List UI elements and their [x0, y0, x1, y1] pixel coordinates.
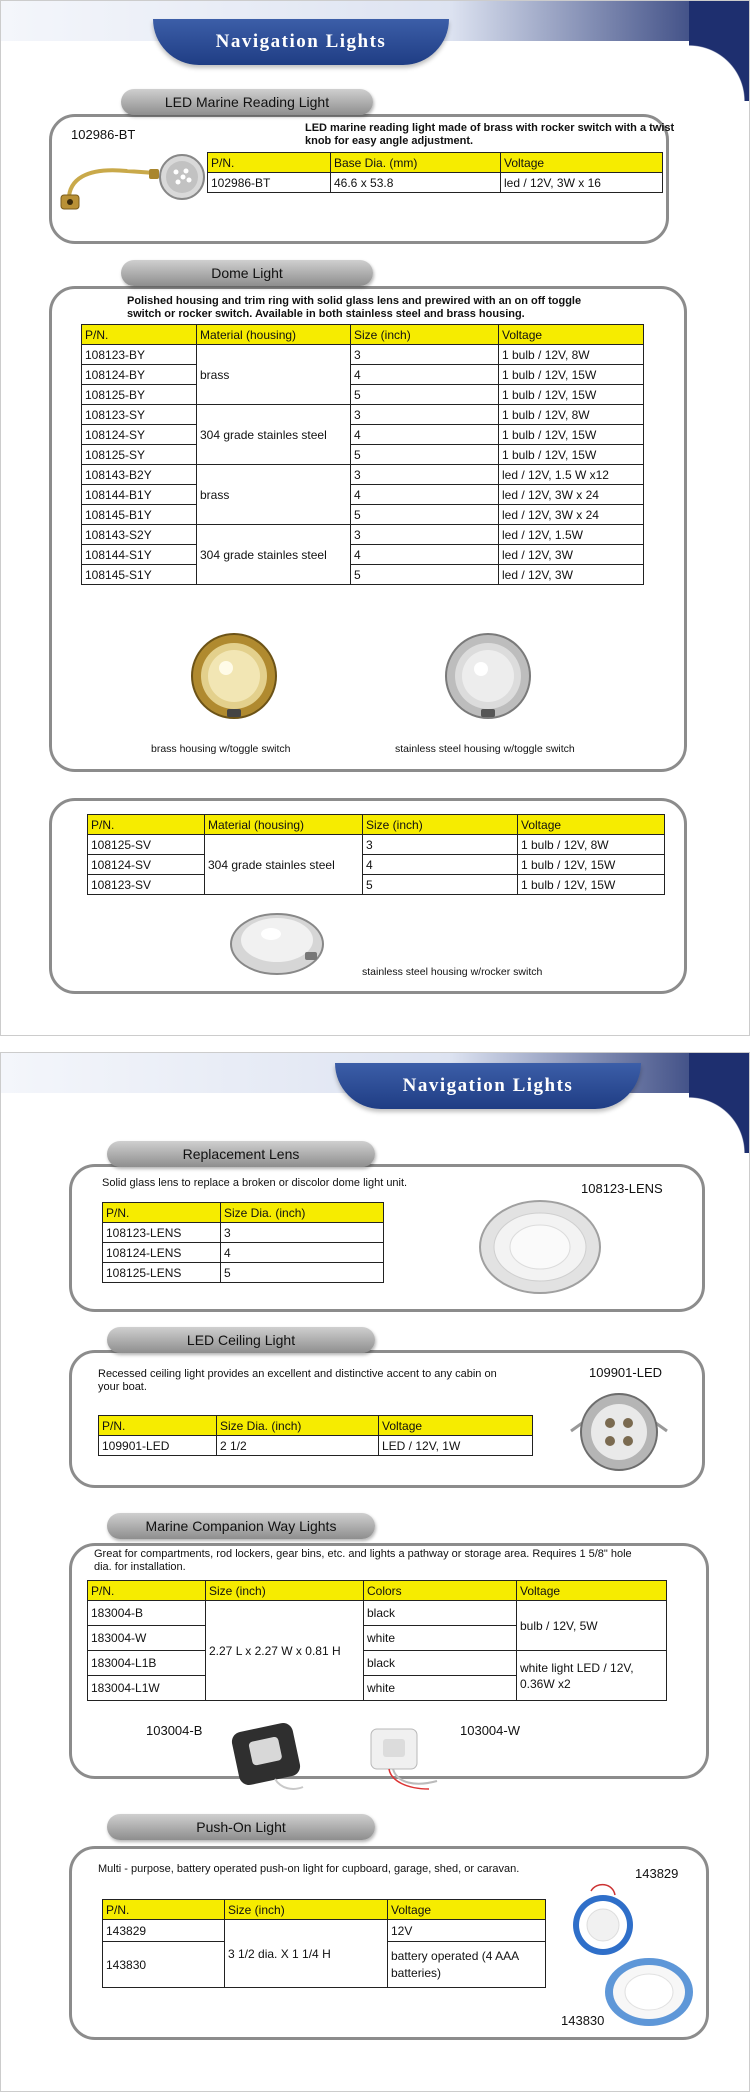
reading-description: LED marine reading light made of brass with rocker switch with a twist knob for easy angle adjustment.: [305, 122, 675, 147]
table-row: [82, 545, 644, 565]
reading-light-image: [57, 149, 207, 215]
table-header-row: [88, 815, 665, 835]
page-title: Navigation Lights: [153, 19, 449, 65]
header-pn: P/N.: [88, 1581, 206, 1601]
ceiling-part-number: 109901-LED: [589, 1365, 662, 1380]
cell-color: black: [364, 1601, 517, 1626]
lens-part-number: 108123-LENS: [581, 1181, 663, 1196]
header-voltage: Voltage: [388, 1900, 546, 1920]
cell-voltage: bulb / 12V, 5W: [517, 1601, 667, 1651]
cell-size: 3: [351, 405, 499, 425]
table-row: [82, 445, 644, 465]
cell-voltage: 1 bulb / 12V, 15W: [499, 425, 644, 445]
companion-description: Great for compartments, rod lockers, gear bins, etc. and lights a pathway or storage area. Requires 1 5/8" hole dia. for installation.: [94, 1548, 632, 1573]
table-row: [99, 1436, 533, 1456]
cell-pn: 183004-B: [88, 1601, 206, 1626]
cell-size: 2 1/2: [217, 1436, 379, 1456]
cell-pn: 108145-S1Y: [82, 565, 197, 585]
cell-size: 3: [363, 835, 518, 855]
cell-voltage: 1 bulb / 12V, 8W: [518, 835, 665, 855]
cell-material: 304 grade stainles steel: [205, 835, 363, 895]
cell-size: 3: [221, 1223, 384, 1243]
cell-pn: 108125-SV: [88, 835, 205, 855]
cell-base-dia: 46.6 x 53.8: [331, 173, 501, 193]
cell-size: 5: [351, 565, 499, 585]
table-row: [82, 425, 644, 445]
cell-color: black: [364, 1651, 517, 1676]
pushon-spec-table: [102, 1899, 546, 1988]
cell-color: white: [364, 1626, 517, 1651]
header-material: Material (housing): [205, 815, 363, 835]
catalog-page-1: [0, 0, 750, 1036]
header-size-dia: Size Dia. (inch): [217, 1416, 379, 1436]
header-size: Size (inch): [363, 815, 518, 835]
header-voltage: Voltage: [499, 325, 644, 345]
table-row: [82, 345, 644, 365]
table-header-row: [103, 1900, 546, 1920]
rocker-dome-light-image: [227, 906, 327, 978]
section-label-reading-light: LED Marine Reading Light: [121, 89, 373, 115]
table-row: [82, 525, 644, 545]
header-material: Material (housing): [197, 325, 351, 345]
cell-voltage: battery operated (4 AAA batteries): [388, 1942, 546, 1988]
cell-pn: 108143-B2Y: [82, 465, 197, 485]
cell-size: 2.27 L x 2.27 W x 0.81 H: [206, 1601, 364, 1701]
cell-size: 4: [221, 1243, 384, 1263]
header-base-dia: Base Dia. (mm): [331, 153, 501, 173]
cell-pn: 108144-S1Y: [82, 545, 197, 565]
cell-pn: 108123-SV: [88, 875, 205, 895]
cell-voltage: led / 12V, 3W x 16: [501, 173, 663, 193]
header-size: Size (inch): [206, 1581, 364, 1601]
cell-pn: 108144-B1Y: [82, 485, 197, 505]
led-ceiling-light-image: [567, 1391, 671, 1473]
table-row: [88, 875, 665, 895]
cell-size: 3: [351, 525, 499, 545]
cell-pn: 108125-BY: [82, 385, 197, 405]
cell-pn: 108145-B1Y: [82, 505, 197, 525]
table-row: [103, 1223, 384, 1243]
ceiling-description: Recessed ceiling light provides an excellent and distinctive accent to any cabin on your boat.: [98, 1368, 497, 1393]
reading-part-number: 102986-BT: [71, 127, 136, 142]
cell-voltage: led / 12V, 3W: [499, 565, 644, 585]
dome-description: Polished housing and trim ring with solid glass lens and prewired with an on off toggle switch or rocker switch. Available in both stainless steel and brass housing.: [127, 295, 582, 320]
cell-pn: 108125-SY: [82, 445, 197, 465]
section-label-dome-light: Dome Light: [121, 260, 373, 286]
cell-pn: 108123-SY: [82, 405, 197, 425]
companion-spec-table: [87, 1580, 667, 1701]
cell-size: 4: [363, 855, 518, 875]
cell-size: 5: [363, 875, 518, 895]
header-pn: P/N.: [99, 1416, 217, 1436]
table-row: [82, 485, 644, 505]
cell-material: 304 grade stainles steel: [197, 405, 351, 465]
cell-pn: 108124-BY: [82, 365, 197, 385]
cell-voltage: 1 bulb / 12V, 15W: [499, 445, 644, 465]
cell-size: 5: [221, 1263, 384, 1283]
pushon-description: Multi - purpose, battery operated push-on light for cupboard, garage, shed, or caravan.: [98, 1863, 520, 1875]
table-header-row: [208, 153, 663, 173]
cell-pn: 183004-L1W: [88, 1676, 206, 1701]
header-colors: Colors: [364, 1581, 517, 1601]
table-header-row: [99, 1416, 533, 1436]
cell-voltage: led / 12V, 3W: [499, 545, 644, 565]
section-label-companion-way: Marine Companion Way Lights: [107, 1513, 375, 1539]
cell-material: brass: [197, 345, 351, 405]
header-size: Size (inch): [351, 325, 499, 345]
cell-pn: 108123-BY: [82, 345, 197, 365]
cell-size: 4: [351, 545, 499, 565]
pushon-label-top: 143829: [635, 1866, 679, 1881]
table-row: [103, 1920, 546, 1942]
header-pn: P/N.: [103, 1900, 225, 1920]
header-size-dia: Size Dia. (inch): [221, 1203, 384, 1223]
cell-voltage: 1 bulb / 12V, 15W: [518, 855, 665, 875]
header-voltage: Voltage: [501, 153, 663, 173]
cell-size: 4: [351, 365, 499, 385]
cell-voltage: 1 bulb / 12V, 15W: [499, 385, 644, 405]
steel-dome-light-image: [443, 631, 533, 721]
cell-voltage: led / 12V, 3W x 24: [499, 485, 644, 505]
table-row: [82, 405, 644, 425]
cell-pn: 109901-LED: [99, 1436, 217, 1456]
lens-description: Solid glass lens to replace a broken or discolor dome light unit.: [102, 1177, 408, 1189]
cell-voltage: led / 12V, 1.5W: [499, 525, 644, 545]
table-row: [88, 1651, 667, 1676]
cell-pn: 102986-BT: [208, 173, 331, 193]
header-size: Size (inch): [225, 1900, 388, 1920]
caption-rocker-housing: stainless steel housing w/rocker switch: [362, 966, 543, 978]
section-label-push-on-light: Push-On Light: [107, 1814, 375, 1840]
cell-voltage: 1 bulb / 12V, 8W: [499, 345, 644, 365]
header-voltage: Voltage: [518, 815, 665, 835]
push-on-light-image-top: [563, 1881, 643, 1957]
companion-white-light-image: [363, 1721, 443, 1793]
header-swoosh: [689, 1, 749, 101]
header-pn: P/N.: [88, 815, 205, 835]
reading-spec-table: [207, 152, 663, 193]
cell-pn: 108124-LENS: [103, 1243, 221, 1263]
table-row: [82, 365, 644, 385]
table-header-row: [88, 1581, 667, 1601]
cell-size: 5: [351, 385, 499, 405]
header-pn: P/N.: [208, 153, 331, 173]
cell-voltage: led / 12V, 1.5 W x12: [499, 465, 644, 485]
table-row: [82, 465, 644, 485]
table-row: [82, 505, 644, 525]
cell-pn: 183004-W: [88, 1626, 206, 1651]
section-label-replacement-lens: Replacement Lens: [107, 1141, 375, 1167]
companion-white-label: 103004-W: [460, 1723, 520, 1738]
cell-voltage: 1 bulb / 12V, 15W: [518, 875, 665, 895]
companion-black-label: 103004-B: [146, 1723, 203, 1738]
cell-pn: 108125-LENS: [103, 1263, 221, 1283]
table-row: [88, 855, 665, 875]
header-pn: P/N.: [82, 325, 197, 345]
table-row: [88, 835, 665, 855]
cell-voltage: white light LED / 12V, 0.36W x2: [517, 1651, 667, 1701]
rocker-spec-table: [87, 814, 665, 895]
cell-size: 5: [351, 505, 499, 525]
cell-voltage: 12V: [388, 1920, 546, 1942]
cell-pn: 108123-LENS: [103, 1223, 221, 1243]
table-row: [88, 1601, 667, 1626]
table-row: [82, 565, 644, 585]
cell-size: 3 1/2 dia. X 1 1/4 H: [225, 1920, 388, 1988]
replacement-lens-image: [477, 1197, 603, 1297]
cell-voltage: led / 12V, 3W x 24: [499, 505, 644, 525]
lens-spec-table: [102, 1202, 384, 1283]
cell-size: 4: [351, 425, 499, 445]
page-title: Navigation Lights: [335, 1063, 641, 1109]
companion-black-light-image: [231, 1721, 305, 1795]
cell-voltage: 1 bulb / 12V, 15W: [499, 365, 644, 385]
table-header-row: [82, 325, 644, 345]
cell-pn: 108124-SV: [88, 855, 205, 875]
cell-pn: 143829: [103, 1920, 225, 1942]
cell-voltage: LED / 12V, 1W: [379, 1436, 533, 1456]
brass-dome-light-image: [189, 631, 279, 721]
table-row: [103, 1263, 384, 1283]
section-label-led-ceiling-light: LED Ceiling Light: [107, 1327, 375, 1353]
cell-pn: 108143-S2Y: [82, 525, 197, 545]
cell-size: 3: [351, 345, 499, 365]
caption-steel-housing: stainless steel housing w/toggle switch: [395, 743, 575, 755]
cell-pn: 143830: [103, 1942, 225, 1988]
cell-voltage: 1 bulb / 12V, 8W: [499, 405, 644, 425]
catalog-page-2: [0, 1052, 750, 2092]
cell-material: 304 grade stainles steel: [197, 525, 351, 585]
cell-size: 5: [351, 445, 499, 465]
table-row: [208, 173, 663, 193]
cell-size: 4: [351, 485, 499, 505]
table-row: [103, 1243, 384, 1263]
table-row: [82, 385, 644, 405]
caption-brass-housing: brass housing w/toggle switch: [151, 743, 291, 755]
dome-spec-table: [81, 324, 644, 585]
table-header-row: [103, 1203, 384, 1223]
ceiling-spec-table: [98, 1415, 533, 1456]
header-voltage: Voltage: [379, 1416, 533, 1436]
cell-material: brass: [197, 465, 351, 525]
header-swoosh: [689, 1053, 749, 1153]
pushon-label-bottom: 143830: [561, 2013, 605, 2028]
cell-size: 3: [351, 465, 499, 485]
push-on-light-image-bottom: [601, 1953, 697, 2031]
cell-pn: 183004-L1B: [88, 1651, 206, 1676]
cell-color: white: [364, 1676, 517, 1701]
header-voltage: Voltage: [517, 1581, 667, 1601]
cell-pn: 108124-SY: [82, 425, 197, 445]
header-pn: P/N.: [103, 1203, 221, 1223]
